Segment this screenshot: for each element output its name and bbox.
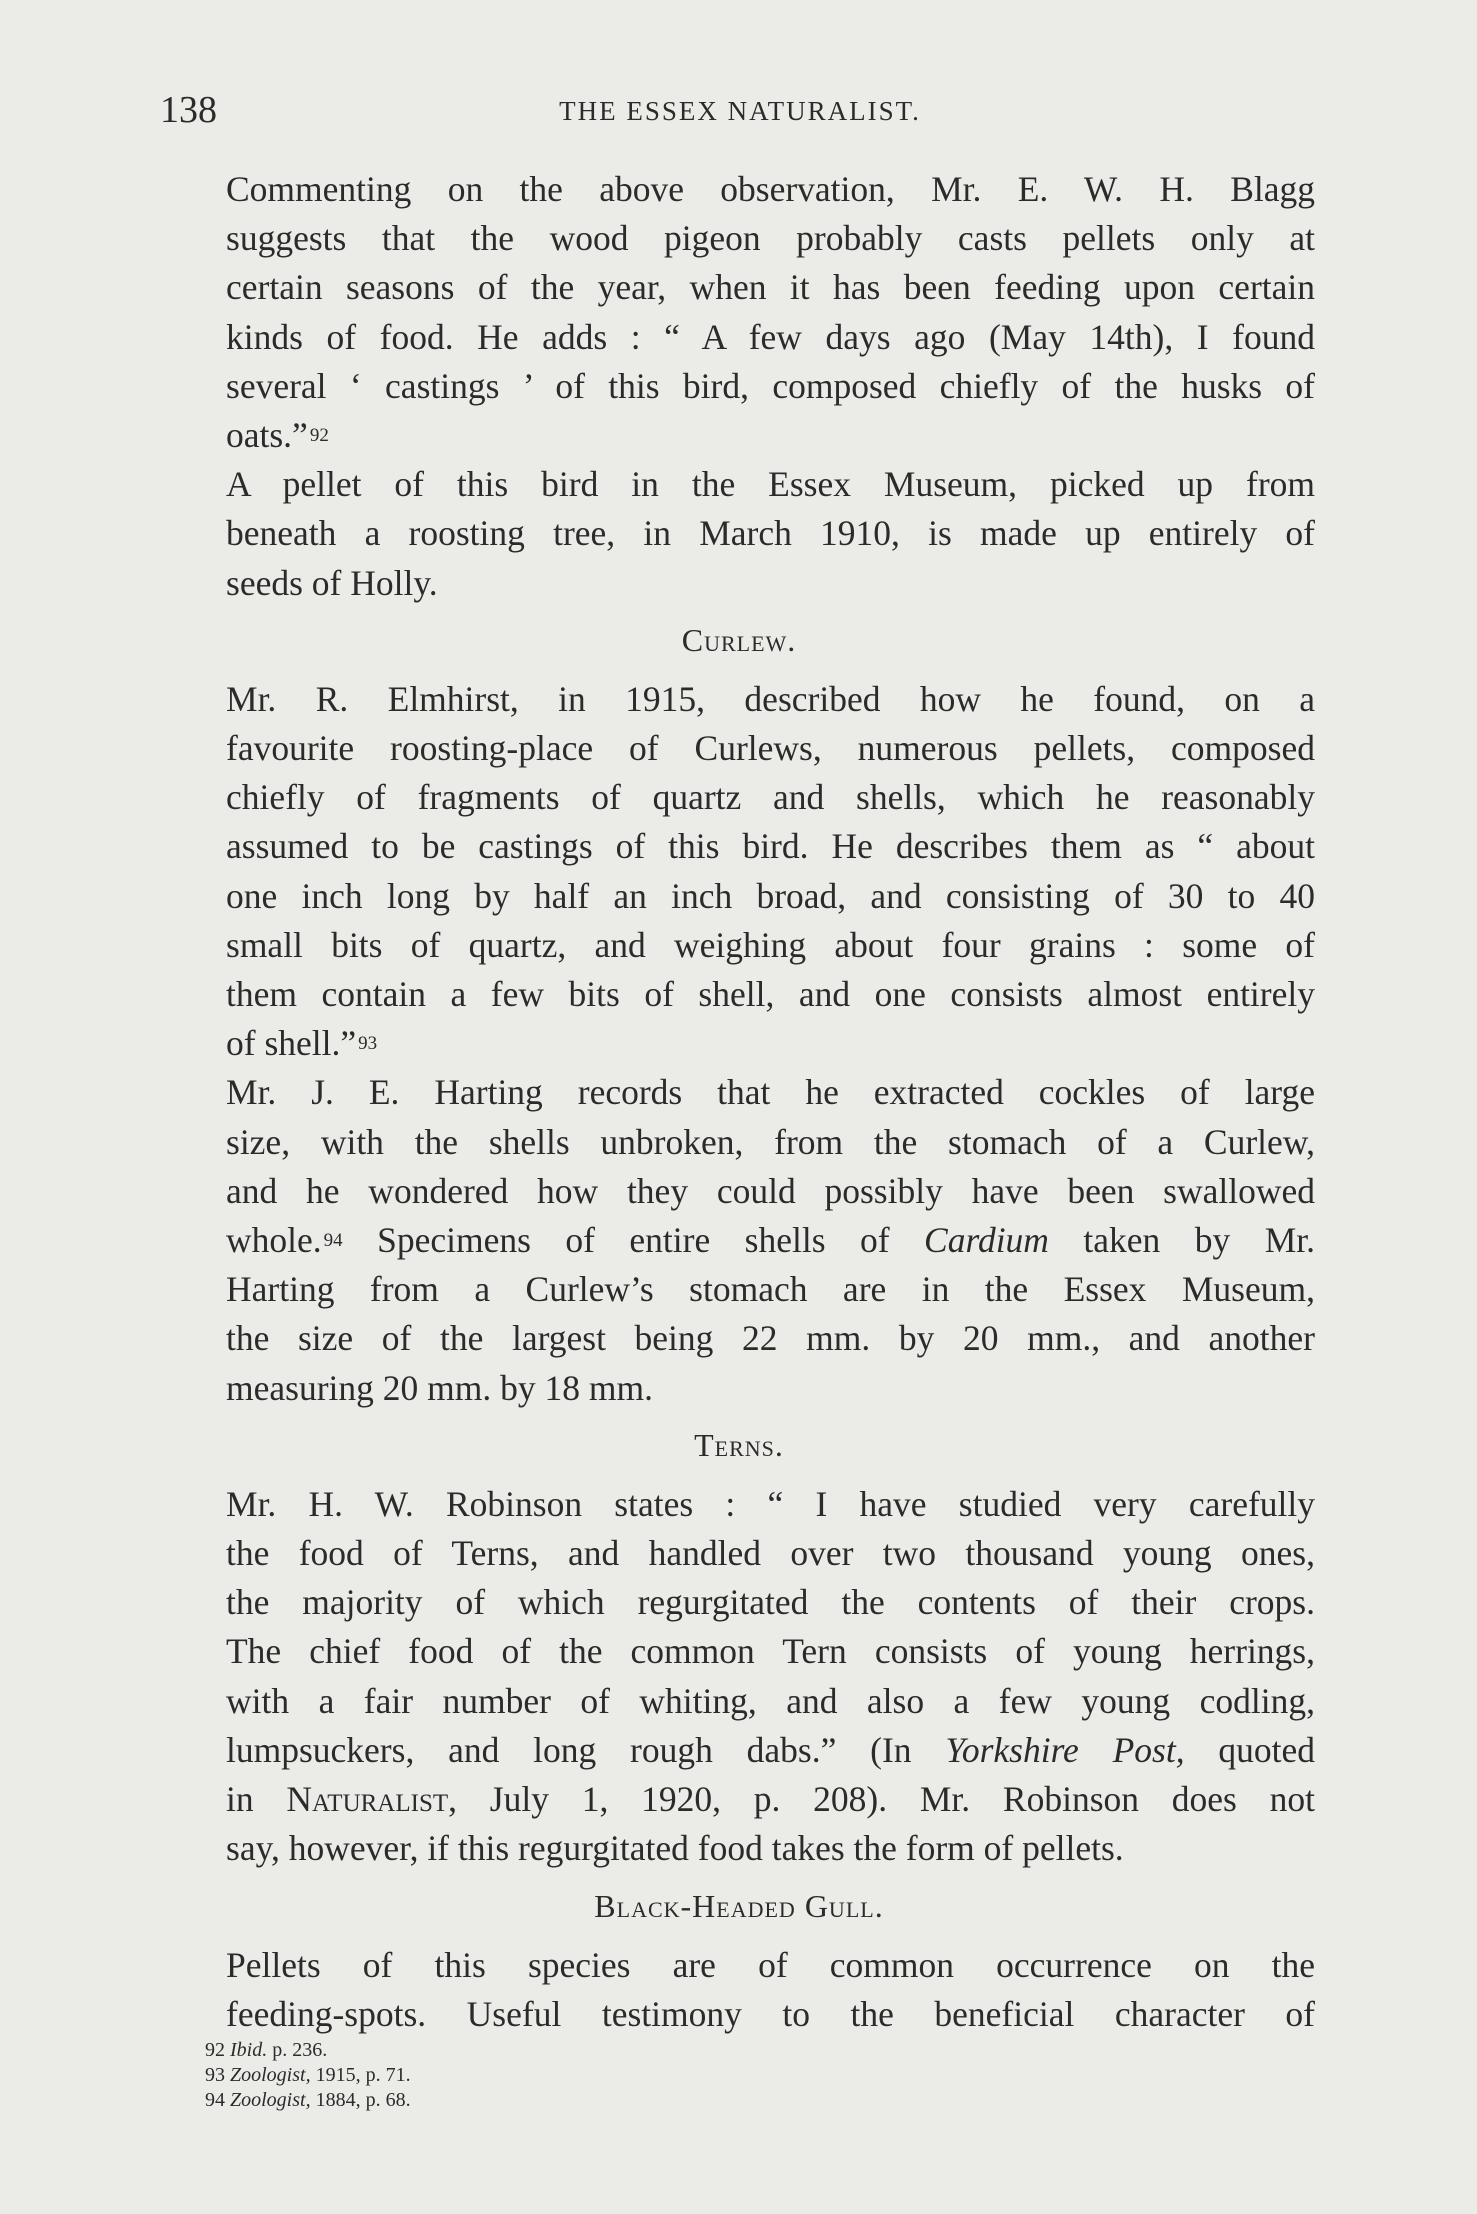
footnote-source: Ibid.	[230, 2039, 268, 2061]
text-line: assumed to be castings of this bird. He describes them as “ about	[226, 826, 1315, 867]
footnote	[205, 2038, 411, 2063]
text-line	[163, 1775, 1315, 1824]
text-line: one inch long by half an inch broad, and consisting of 30 to 40	[226, 875, 1315, 916]
text-line: Pellets of this species are of common occurrence on the	[226, 1944, 1315, 1985]
footnote-number: 93	[205, 2064, 225, 2086]
text-fragment: taken by Mr.	[1048, 1220, 1316, 1261]
paragraph-curlew-2	[163, 1068, 1315, 1412]
text-fragment: quoted	[1184, 1729, 1315, 1770]
text-line: beneath a roosting tree, in March 1910, is made up entirely of	[226, 513, 1315, 554]
text-line: Mr. H. W. Robinson states : “ I have studied very carefully	[226, 1483, 1315, 1524]
section-heading-terns	[163, 1421, 1315, 1470]
text-line: small bits of quartz, and weighing about four grains : some of	[226, 924, 1315, 965]
text-line: and he wondered how they could possibly have been swallowed	[226, 1170, 1315, 1211]
text-line: the food of Terns, and handled over two thousand young ones,	[226, 1533, 1315, 1574]
page-header	[160, 88, 1320, 138]
footnote-number: 94	[205, 2089, 225, 2111]
italic-term: Yorkshire Post,	[945, 1729, 1185, 1770]
footnote-number: 92	[205, 2039, 225, 2061]
running-head: THE ESSEX NATURALIST.	[559, 96, 921, 126]
body-text	[163, 165, 1315, 2039]
text-line: Harting from a Curlew’s stomach are in the Essex Museum,	[226, 1269, 1315, 1310]
footnote-rest: 1884, p. 68.	[310, 2089, 411, 2111]
footnote-source: Zoologist,	[230, 2089, 311, 2111]
text-line: A pellet of this bird in the Essex Museum, picked up from	[226, 464, 1315, 505]
text-line: the size of the largest being 22 mm. by 20 mm., and another	[226, 1318, 1315, 1359]
text-line: chiefly of fragments of quartz and shells, which he reasonably	[226, 777, 1315, 818]
footnote-rest: 1915, p. 71.	[310, 2064, 411, 2086]
paragraph-gull	[163, 1941, 1315, 2039]
section-heading-gull	[163, 1882, 1315, 1931]
text-fragment: whole.	[226, 1220, 322, 1261]
text-line: suggests that the wood pigeon probably casts pellets only at	[226, 218, 1315, 259]
heading-text: Curlew.	[681, 621, 797, 658]
heading-text: Black-Headed Gull.	[594, 1887, 884, 1924]
text-line	[163, 1726, 1315, 1775]
footnotes	[205, 2038, 411, 2113]
footnote-rest: p. 236.	[267, 2039, 328, 2061]
heading-text: Terns.	[694, 1426, 784, 1463]
footnote	[205, 2063, 411, 2088]
small-caps-term: Naturalist	[286, 1779, 449, 1820]
footnote-ref: 93	[358, 1033, 378, 1055]
text-line: certain seasons of the year, when it has been feeding upon certain	[226, 267, 1315, 308]
text-line: several ‘ castings ’ of this bird, composed chiefly of the husks of	[226, 365, 1315, 406]
text-line: feeding-spots. Useful testimony to the beneficial character of	[226, 1993, 1315, 2034]
text-line: say, however, if this regurgitated food takes the form of pellets.	[226, 1828, 1124, 1869]
text-line	[163, 411, 1315, 460]
footnote-source: Zoologist,	[230, 2064, 311, 2086]
text-fragment: in	[226, 1779, 287, 1820]
text-fragment: oats.”	[226, 415, 308, 456]
text-line: kinds of food. He adds : “ A few days ago (May 14th), I found	[226, 316, 1315, 357]
text-line: Mr. J. E. Harting records that he extracted cockles of large	[226, 1072, 1315, 1113]
text-line: size, with the shells unbroken, from the stomach of a Curlew,	[226, 1121, 1315, 1162]
text-line: Commenting on the above observation, Mr. E. W. H. Blagg	[226, 169, 1315, 209]
paragraph-terns	[163, 1480, 1315, 1874]
text-line: measuring 20 mm. by 18 mm.	[226, 1367, 653, 1408]
footnote-ref: 94	[323, 1230, 343, 1252]
italic-term: Cardium	[924, 1220, 1049, 1261]
text-fragment: lumpsuckers, and long rough dabs.” (In	[226, 1729, 946, 1770]
text-line: with a fair number of whiting, and also a few young codling,	[226, 1680, 1315, 1721]
paragraph-curlew-1	[163, 675, 1315, 1069]
paragraph-pigeon-1	[163, 165, 1315, 460]
text-line: favourite roosting-place of Curlews, numerous pellets, composed	[226, 728, 1315, 769]
paragraph-pigeon-2	[163, 460, 1315, 608]
text-fragment: of shell.”	[226, 1023, 357, 1064]
footnote-ref: 92	[309, 425, 329, 447]
footnote	[205, 2088, 411, 2113]
text-line: them contain a few bits of shell, and one consists almost entirely	[226, 974, 1315, 1015]
text-line	[163, 1216, 1315, 1265]
text-line	[163, 1019, 1315, 1068]
text-fragment: , July 1, 1920, p. 208). Mr. Robinson does not	[448, 1779, 1315, 1820]
text-fragment: Specimens of entire shells of	[342, 1220, 925, 1261]
text-line: The chief food of the common Tern consists of young herrings,	[226, 1631, 1315, 1672]
section-heading-curlew	[163, 616, 1315, 665]
page-number: 138	[160, 89, 217, 131]
text-line: seeds of Holly.	[226, 562, 438, 603]
text-line: Mr. R. Elmhirst, in 1915, described how he found, on a	[226, 678, 1315, 719]
text-line: the majority of which regurgitated the contents of their crops.	[226, 1582, 1315, 1623]
